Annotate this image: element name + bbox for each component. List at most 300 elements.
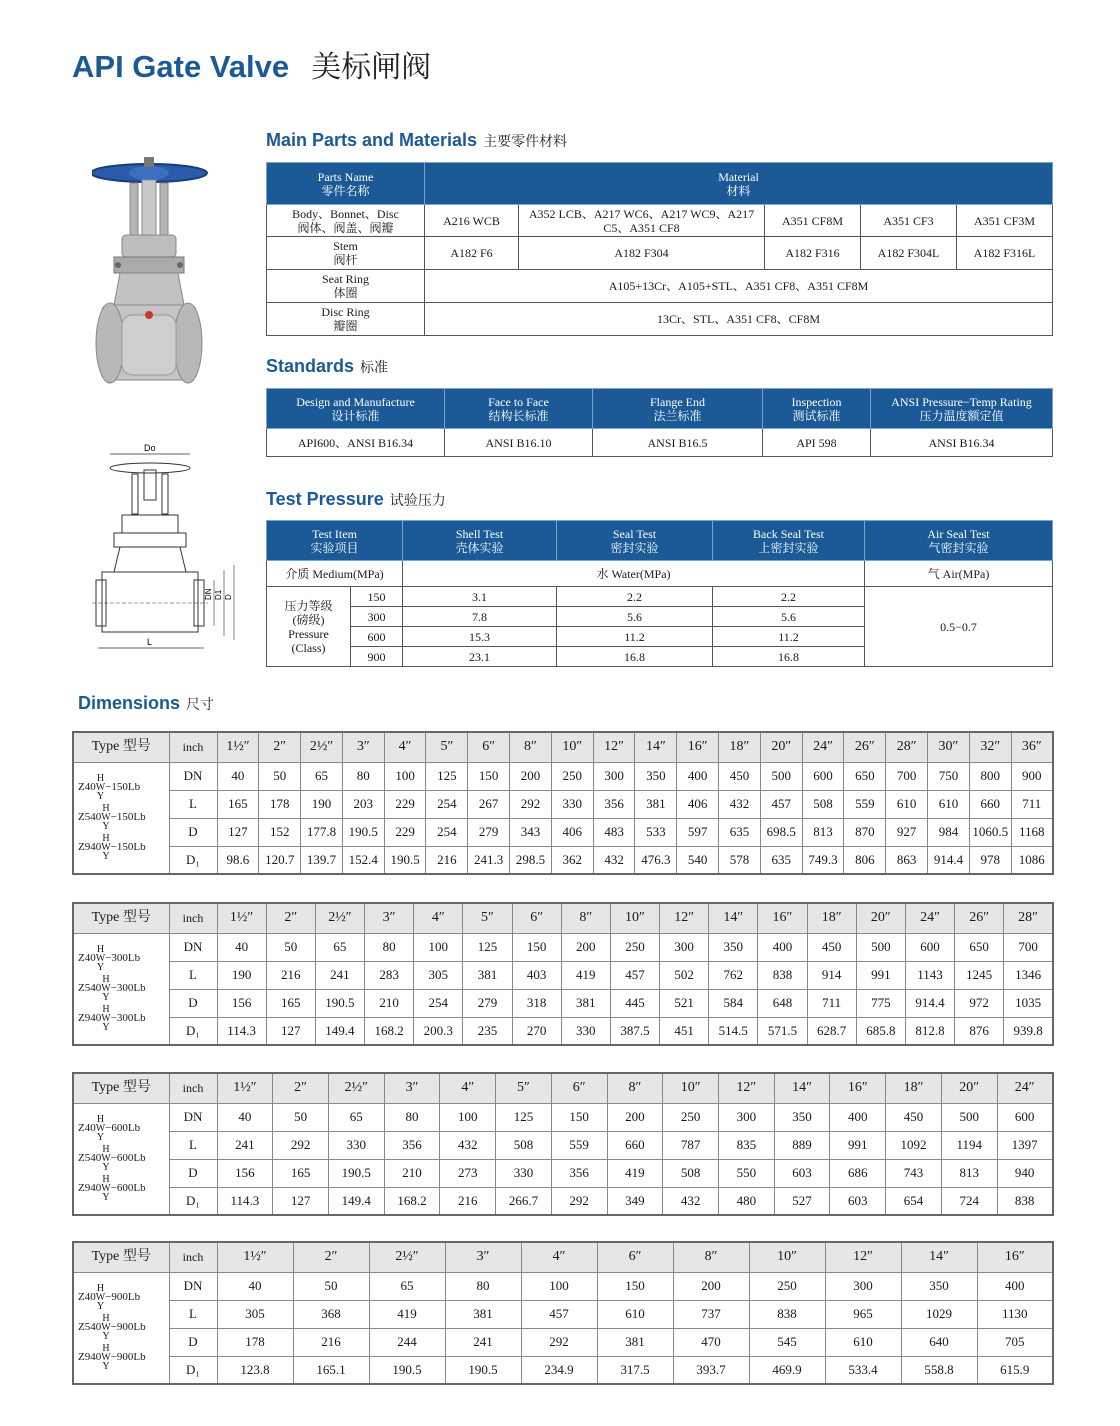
dim-value: 457 — [760, 790, 802, 818]
dim-value: 292 — [510, 790, 552, 818]
dim-value: 559 — [551, 1131, 607, 1159]
dim-value: 813 — [941, 1159, 997, 1187]
dim-row-label: D — [169, 1159, 217, 1187]
material-cell: A351 CF3 — [861, 205, 957, 237]
air-label: 气 Air(MPa) — [865, 561, 1053, 587]
dim-value: 65 — [301, 762, 343, 790]
dimensions-table — [72, 1072, 1054, 1216]
l-label: L — [147, 637, 153, 647]
dim-value: 838 — [749, 1300, 825, 1328]
dim-value: 545 — [749, 1328, 825, 1356]
material-cell: A352 LCB、A217 WC6、A217 WC9、A217 C5、A351 CF8 — [519, 205, 765, 237]
size-header: 30″ — [928, 732, 970, 762]
size-header: 20″ — [856, 903, 905, 933]
size-header: 2½″ — [315, 903, 364, 933]
dim-value: 241 — [445, 1328, 521, 1356]
model-prefix: Z540 — [78, 811, 102, 824]
dim-value: 813 — [802, 818, 844, 846]
dim-value: 254 — [426, 818, 468, 846]
dim-value: 216 — [293, 1328, 369, 1356]
back-seal-value: 5.6 — [713, 607, 865, 627]
dim-value: 1035 — [1004, 989, 1053, 1017]
dim-value: 200 — [510, 762, 552, 790]
model-code — [78, 834, 167, 861]
dim-value: 787 — [663, 1131, 719, 1159]
dim-value: 216 — [266, 961, 315, 989]
type-models — [73, 762, 169, 874]
dim-value: 483 — [593, 818, 635, 846]
dim-value: 330 — [561, 1017, 610, 1045]
dim-row-label: DN — [169, 1272, 217, 1300]
dim-value: 165 — [266, 989, 315, 1017]
dim-value: 200 — [607, 1103, 663, 1131]
dim-value: 514.5 — [709, 1017, 758, 1045]
model-prefix: Z540 — [78, 982, 102, 995]
dimensions-table — [72, 1241, 1054, 1385]
dim-value: 266.7 — [496, 1187, 552, 1215]
model-suffix: −150Lb — [105, 781, 141, 794]
dim-value: 65 — [315, 933, 364, 961]
model-suffix: −900Lb — [110, 1351, 146, 1364]
dim-value: 100 — [521, 1272, 597, 1300]
dim-value: 216 — [440, 1187, 496, 1215]
size-header: 16″ — [677, 732, 719, 762]
dim-value: 368 — [293, 1300, 369, 1328]
dim-value: 152.4 — [342, 846, 384, 874]
dim-value: 991 — [856, 961, 905, 989]
size-header: 2½″ — [301, 732, 343, 762]
standards-cell: API 598 — [763, 429, 871, 457]
dim-value: 603 — [830, 1187, 886, 1215]
dim-value: 749.3 — [802, 846, 844, 874]
seal-test-value: 11.2 — [557, 627, 713, 647]
d-label: D — [224, 594, 233, 600]
dim-value: 279 — [468, 818, 510, 846]
valve-photo — [92, 155, 222, 400]
dim-value: 451 — [660, 1017, 709, 1045]
dim-value: 165 — [217, 790, 259, 818]
size-header: 18″ — [886, 1073, 942, 1103]
dim-value: 100 — [384, 762, 426, 790]
material-cell: A182 F304L — [861, 237, 957, 270]
dim-value: 40 — [217, 933, 266, 961]
dim-value: 527 — [774, 1187, 830, 1215]
dim-value: 178 — [217, 1328, 293, 1356]
model-code — [78, 1145, 167, 1172]
size-header: 2″ — [273, 1073, 329, 1103]
dim-value: 500 — [941, 1103, 997, 1131]
dim-value: 190 — [217, 961, 266, 989]
dimensions-heading: Dimensions 尺寸 — [78, 693, 215, 713]
dim-value: 190.5 — [328, 1159, 384, 1187]
dim-value: 203 — [342, 790, 384, 818]
dim-row-label: DN — [169, 762, 217, 790]
model-suffix: −600Lb — [105, 1122, 141, 1135]
dim-value: 650 — [955, 933, 1004, 961]
standards-header: Face to Face 结构长标准 — [445, 389, 593, 429]
dim-value: 350 — [774, 1103, 830, 1131]
dim-value: 457 — [521, 1300, 597, 1328]
test-pressure-table — [266, 520, 1053, 667]
dim-value: 330 — [328, 1131, 384, 1159]
test-header: Air Seal Test 气密封实验 — [865, 521, 1053, 561]
dim-value: 350 — [635, 762, 677, 790]
dim-value: 156 — [217, 1159, 273, 1187]
dim-value: 615.9 — [977, 1356, 1053, 1384]
dim-value: 190.5 — [384, 846, 426, 874]
dim-value: 914.4 — [905, 989, 954, 1017]
dim-value: 300 — [825, 1272, 901, 1300]
dim-value: 700 — [1004, 933, 1053, 961]
dim-value: 381 — [445, 1300, 521, 1328]
seal-code-stack: H W Y — [101, 803, 111, 833]
dim-value: 469.9 — [749, 1356, 825, 1384]
seal-test-value: 2.2 — [557, 587, 713, 607]
size-header: 32″ — [969, 732, 1011, 762]
size-header: 2″ — [266, 903, 315, 933]
dim-value: 737 — [673, 1300, 749, 1328]
shell-test-value: 3.1 — [403, 587, 557, 607]
dim-value: 578 — [719, 846, 761, 874]
type-models — [73, 1103, 169, 1215]
material-cell: A351 CF8M — [765, 205, 861, 237]
model-code — [78, 975, 167, 1002]
class-value: 300 — [351, 607, 403, 627]
dim-row-label: D — [169, 818, 217, 846]
dim-value: 419 — [561, 961, 610, 989]
size-header: 8″ — [607, 1073, 663, 1103]
dim-value: 150 — [597, 1272, 673, 1300]
dim-value: 584 — [709, 989, 758, 1017]
model-suffix: −900Lb — [105, 1291, 141, 1304]
dim-value: 241 — [217, 1131, 273, 1159]
test-header: Test Item 实验项目 — [267, 521, 403, 561]
seal-code-stack: H W Y — [95, 773, 106, 803]
dim-value: 939.8 — [1004, 1017, 1053, 1045]
dim-value: 750 — [928, 762, 970, 790]
dim-value: 711 — [807, 989, 856, 1017]
size-header: 1½″ — [217, 1073, 273, 1103]
model-prefix: Z540 — [78, 1321, 102, 1334]
parts-name-cell: Body、Bonnet、Disc 阀体、阀盖、阀瓣 — [267, 205, 425, 237]
dim-value: 724 — [941, 1187, 997, 1215]
dim-value: 838 — [997, 1187, 1053, 1215]
dim-value: 806 — [844, 846, 886, 874]
dim-value: 241.3 — [468, 846, 510, 874]
dim-row-label: D₁ — [169, 1017, 217, 1045]
dim-value: 305 — [414, 961, 463, 989]
dim-value: 80 — [384, 1103, 440, 1131]
dim-value: 40 — [217, 1272, 293, 1300]
dim-value: 210 — [365, 989, 414, 1017]
dim-value: 123.8 — [217, 1356, 293, 1384]
dim-value: 432 — [440, 1131, 496, 1159]
dim-value: 343 — [510, 818, 552, 846]
standards-header: Inspection 测试标准 — [763, 389, 871, 429]
size-header: 16″ — [758, 903, 807, 933]
dim-value: 80 — [365, 933, 414, 961]
dim-value: 610 — [928, 790, 970, 818]
dim-value: 1092 — [886, 1131, 942, 1159]
size-header: 4″ — [414, 903, 463, 933]
dim-value: 1346 — [1004, 961, 1053, 989]
dim-value: 80 — [342, 762, 384, 790]
size-header: 2½″ — [328, 1073, 384, 1103]
dim-value: 914.4 — [928, 846, 970, 874]
test-pressure-heading: Test Pressure 试验压力 — [266, 489, 446, 509]
inch-header: inch — [169, 903, 217, 933]
dim-value: 635 — [760, 846, 802, 874]
dim-value: 940 — [997, 1159, 1053, 1187]
model-code — [78, 945, 167, 972]
dim-value: 419 — [369, 1300, 445, 1328]
dim-value: 190.5 — [369, 1356, 445, 1384]
dim-value: 648 — [758, 989, 807, 1017]
model-code — [78, 1175, 167, 1202]
dim-value: 254 — [426, 790, 468, 818]
dim-value: 100 — [414, 933, 463, 961]
dim-value: 356 — [593, 790, 635, 818]
dim-value: 250 — [551, 762, 593, 790]
dim-value: 812.8 — [905, 1017, 954, 1045]
dim-value: 300 — [660, 933, 709, 961]
materials-heading: Main Parts and Materials 主要零件材料 — [266, 130, 568, 150]
dim-value: 349 — [607, 1187, 663, 1215]
dim-value: 80 — [445, 1272, 521, 1300]
inch-header: inch — [169, 732, 217, 762]
size-header: 5″ — [426, 732, 468, 762]
size-header: 3″ — [384, 1073, 440, 1103]
dim-row-label: D — [169, 1328, 217, 1356]
dim-value: 1060.5 — [969, 818, 1011, 846]
size-header: 8″ — [510, 732, 552, 762]
size-header: 20″ — [941, 1073, 997, 1103]
model-suffix: −300Lb — [110, 982, 146, 995]
material-cell: A182 F304 — [519, 237, 765, 270]
dim-value: 533.4 — [825, 1356, 901, 1384]
material-cell: A182 F316 — [765, 237, 861, 270]
size-header: 1½″ — [217, 732, 259, 762]
size-header: 12″ — [718, 1073, 774, 1103]
dim-value: 1130 — [977, 1300, 1053, 1328]
dim-value: 775 — [856, 989, 905, 1017]
dim-value: 635 — [719, 818, 761, 846]
dim-value: 250 — [749, 1272, 825, 1300]
dim-value: 978 — [969, 846, 1011, 874]
model-prefix: Z940 — [78, 1351, 102, 1364]
standards-cell: ANSI B16.34 — [871, 429, 1053, 457]
dim-value: 705 — [977, 1328, 1053, 1356]
dim-value: 127 — [217, 818, 259, 846]
dim-value: 1029 — [901, 1300, 977, 1328]
seal-test-value: 5.6 — [557, 607, 713, 627]
size-header: 18″ — [719, 732, 761, 762]
dim-value: 241 — [315, 961, 364, 989]
dim-value: 190.5 — [342, 818, 384, 846]
dim-value: 50 — [266, 933, 315, 961]
type-header: Type 型号 — [73, 1242, 169, 1272]
dim-value: 270 — [512, 1017, 561, 1045]
seal-code-stack: H W Y — [101, 1343, 111, 1373]
size-header: 10″ — [610, 903, 659, 933]
standards-header: Flange End 法兰标准 — [593, 389, 763, 429]
dim-value: 406 — [677, 790, 719, 818]
dim-value: 835 — [718, 1131, 774, 1159]
size-header: 10″ — [551, 732, 593, 762]
d1-label: D1 — [214, 589, 223, 600]
dim-value: 445 — [610, 989, 659, 1017]
dim-value: 991 — [830, 1131, 886, 1159]
dim-value: 610 — [886, 790, 928, 818]
dim-value: 156 — [217, 989, 266, 1017]
size-header: 4″ — [440, 1073, 496, 1103]
shell-test-value: 23.1 — [403, 647, 557, 667]
dim-value: 876 — [955, 1017, 1004, 1045]
dim-value: 165 — [273, 1159, 329, 1187]
dim-value: 165.1 — [293, 1356, 369, 1384]
dim-value: 889 — [774, 1131, 830, 1159]
dim-value: 127 — [266, 1017, 315, 1045]
dim-value: 700 — [886, 762, 928, 790]
model-code — [78, 1314, 167, 1341]
size-header: 2″ — [293, 1242, 369, 1272]
size-header: 2½″ — [369, 1242, 445, 1272]
size-header: 4″ — [521, 1242, 597, 1272]
dim-row-label: L — [169, 790, 217, 818]
dim-value: 330 — [496, 1159, 552, 1187]
dim-value: 419 — [607, 1159, 663, 1187]
dim-value: 178 — [259, 790, 301, 818]
model-code — [78, 1115, 167, 1142]
model-code — [78, 1284, 167, 1311]
dim-value: 381 — [635, 790, 677, 818]
model-code — [78, 804, 167, 831]
seal-test-value: 16.8 — [557, 647, 713, 667]
test-header: Back Seal Test 上密封实验 — [713, 521, 865, 561]
material-cell: A351 CF3M — [957, 205, 1053, 237]
dim-value: 244 — [369, 1328, 445, 1356]
dim-value: 600 — [802, 762, 844, 790]
dim-value: 628.7 — [807, 1017, 856, 1045]
dim-value: 65 — [369, 1272, 445, 1300]
dim-value: 650 — [844, 762, 886, 790]
size-header: 24″ — [905, 903, 954, 933]
dim-value: 229 — [384, 818, 426, 846]
dim-value: 686 — [830, 1159, 886, 1187]
dim-value: 300 — [718, 1103, 774, 1131]
air-seal-value: 0.5−0.7 — [865, 587, 1053, 667]
dim-value: 838 — [758, 961, 807, 989]
size-header: 24″ — [997, 1073, 1053, 1103]
size-header: 3″ — [365, 903, 414, 933]
valve-drawing — [92, 440, 242, 655]
dn-label: DN — [204, 588, 213, 600]
dim-value: 114.3 — [217, 1187, 273, 1215]
dim-value: 508 — [496, 1131, 552, 1159]
size-header: 6″ — [551, 1073, 607, 1103]
size-header: 5″ — [463, 903, 512, 933]
dim-row-label: D₁ — [169, 1356, 217, 1384]
dim-value: 292 — [551, 1187, 607, 1215]
model-code — [78, 774, 167, 801]
seal-code-stack: H W Y — [95, 1283, 106, 1313]
material-cell: A216 WCB — [425, 205, 519, 237]
seal-code-stack: H W Y — [101, 1144, 111, 1174]
dim-value: 685.8 — [856, 1017, 905, 1045]
dim-value: 400 — [677, 762, 719, 790]
dim-value: 190.5 — [315, 989, 364, 1017]
size-header: 16″ — [830, 1073, 886, 1103]
standards-cell: API600、ANSI B16.34 — [267, 429, 445, 457]
dim-value: 432 — [719, 790, 761, 818]
dim-value: 65 — [328, 1103, 384, 1131]
standards-heading: Standards 标准 — [266, 356, 389, 376]
dim-value: 229 — [384, 790, 426, 818]
model-code — [78, 1005, 167, 1032]
dim-value: 762 — [709, 961, 758, 989]
dim-value: 450 — [886, 1103, 942, 1131]
seal-code-stack: H W Y — [101, 974, 111, 1004]
back-seal-value: 11.2 — [713, 627, 865, 647]
dim-value: 235 — [463, 1017, 512, 1045]
dim-value: 168.2 — [365, 1017, 414, 1045]
type-header: Type 型号 — [73, 1073, 169, 1103]
dim-value: 150 — [512, 933, 561, 961]
dim-value: 743 — [886, 1159, 942, 1187]
parts-name-cell: Disc Ring 瓣圈 — [267, 303, 425, 336]
dim-value: 521 — [660, 989, 709, 1017]
size-header: 24″ — [802, 732, 844, 762]
dim-value: 698.5 — [760, 818, 802, 846]
dim-value: 150 — [551, 1103, 607, 1131]
dim-value: 273 — [440, 1159, 496, 1187]
type-models — [73, 933, 169, 1045]
dim-value: 200 — [673, 1272, 749, 1300]
dim-value: 40 — [217, 762, 259, 790]
size-header: 6″ — [468, 732, 510, 762]
seal-code-stack: H W Y — [95, 944, 106, 974]
dim-value: 660 — [969, 790, 1011, 818]
dim-value: 400 — [977, 1272, 1053, 1300]
dim-value: 139.7 — [301, 846, 343, 874]
dim-value: 318 — [512, 989, 561, 1017]
dim-value: 984 — [928, 818, 970, 846]
dim-value: 476.3 — [635, 846, 677, 874]
material-cell: A105+13Cr、A105+STL、A351 CF8、A351 CF8M — [425, 270, 1053, 303]
dim-value: 200.3 — [414, 1017, 463, 1045]
class-value: 150 — [351, 587, 403, 607]
dim-value: 50 — [273, 1103, 329, 1131]
dim-value: 660 — [607, 1131, 663, 1159]
model-code — [78, 1344, 167, 1371]
dim-value: 1397 — [997, 1131, 1053, 1159]
dimensions-table — [72, 902, 1054, 1046]
size-header: 14″ — [635, 732, 677, 762]
dim-value: 356 — [551, 1159, 607, 1187]
size-header: 1½″ — [217, 903, 266, 933]
standards-cell: ANSI B16.5 — [593, 429, 763, 457]
dim-value: 50 — [293, 1272, 369, 1300]
dim-value: 40 — [217, 1103, 273, 1131]
material-cell: 13Cr、STL、A351 CF8、CF8M — [425, 303, 1053, 336]
seal-code-stack: H W Y — [101, 1313, 111, 1343]
dim-value: 317.5 — [597, 1356, 673, 1384]
dim-value: 600 — [905, 933, 954, 961]
dim-row-label: L — [169, 1131, 217, 1159]
dim-value: 190.5 — [445, 1356, 521, 1384]
dim-value: 1194 — [941, 1131, 997, 1159]
dim-value: 914 — [807, 961, 856, 989]
